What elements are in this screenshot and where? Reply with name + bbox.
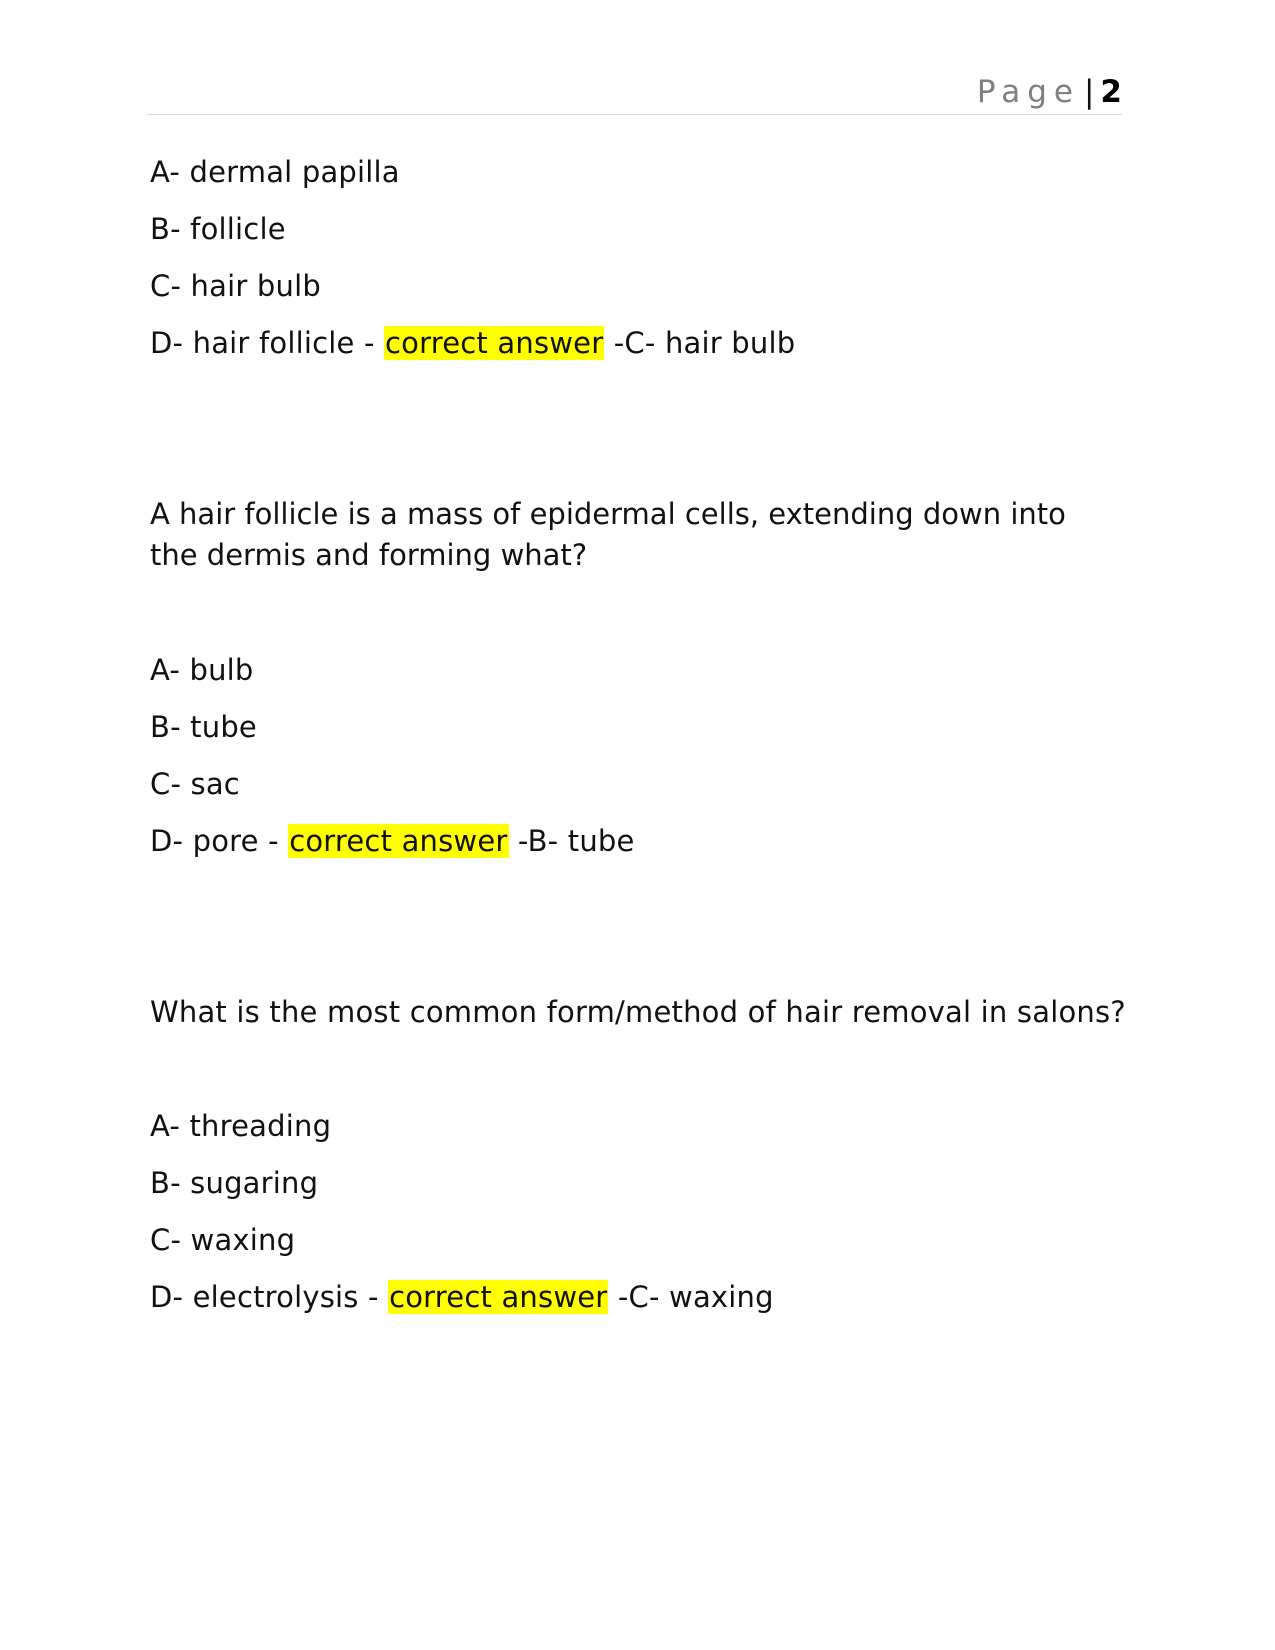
option-a: A- dermal papilla [150,155,400,189]
option-b: B- tube [150,710,257,744]
correct-answer-highlight: correct answer [385,326,604,360]
correct-answer-highlight: correct answer [289,824,508,858]
question-text: A hair follicle is a mass of epidermal cells, extending down into the dermis and forming what? [150,497,1066,572]
answer-text: -C- waxing [608,1280,774,1314]
option-d-with-answer [150,1277,774,1317]
page-label [977,72,1122,112]
option-c: C- hair bulb [150,269,321,303]
answer-text: -C- hair bulb [604,326,796,360]
option-d: D- pore - [150,824,289,858]
option-d-with-answer [150,323,795,363]
correct-answer-highlight: correct answer [389,1280,608,1314]
option-a: A- threading [150,1109,332,1143]
option-c: C- waxing [150,1223,296,1257]
option-a: A- bulb [150,653,254,687]
option-d-with-answer [150,821,635,861]
page-number: 2 [1100,74,1122,110]
option-c: C- sac [150,767,240,801]
page-word: Page [976,74,1080,110]
option-b: B- sugaring [150,1166,319,1200]
question-text: What is the most common form/method of hair removal in salons? [150,995,1126,1029]
page-separator: | [1083,74,1095,110]
option-d: D- electrolysis - [150,1280,389,1314]
option-d: D- hair follicle - [150,326,385,360]
page-header [147,68,1122,115]
option-b: B- follicle [150,212,286,246]
answer-text: -B- tube [508,824,635,858]
